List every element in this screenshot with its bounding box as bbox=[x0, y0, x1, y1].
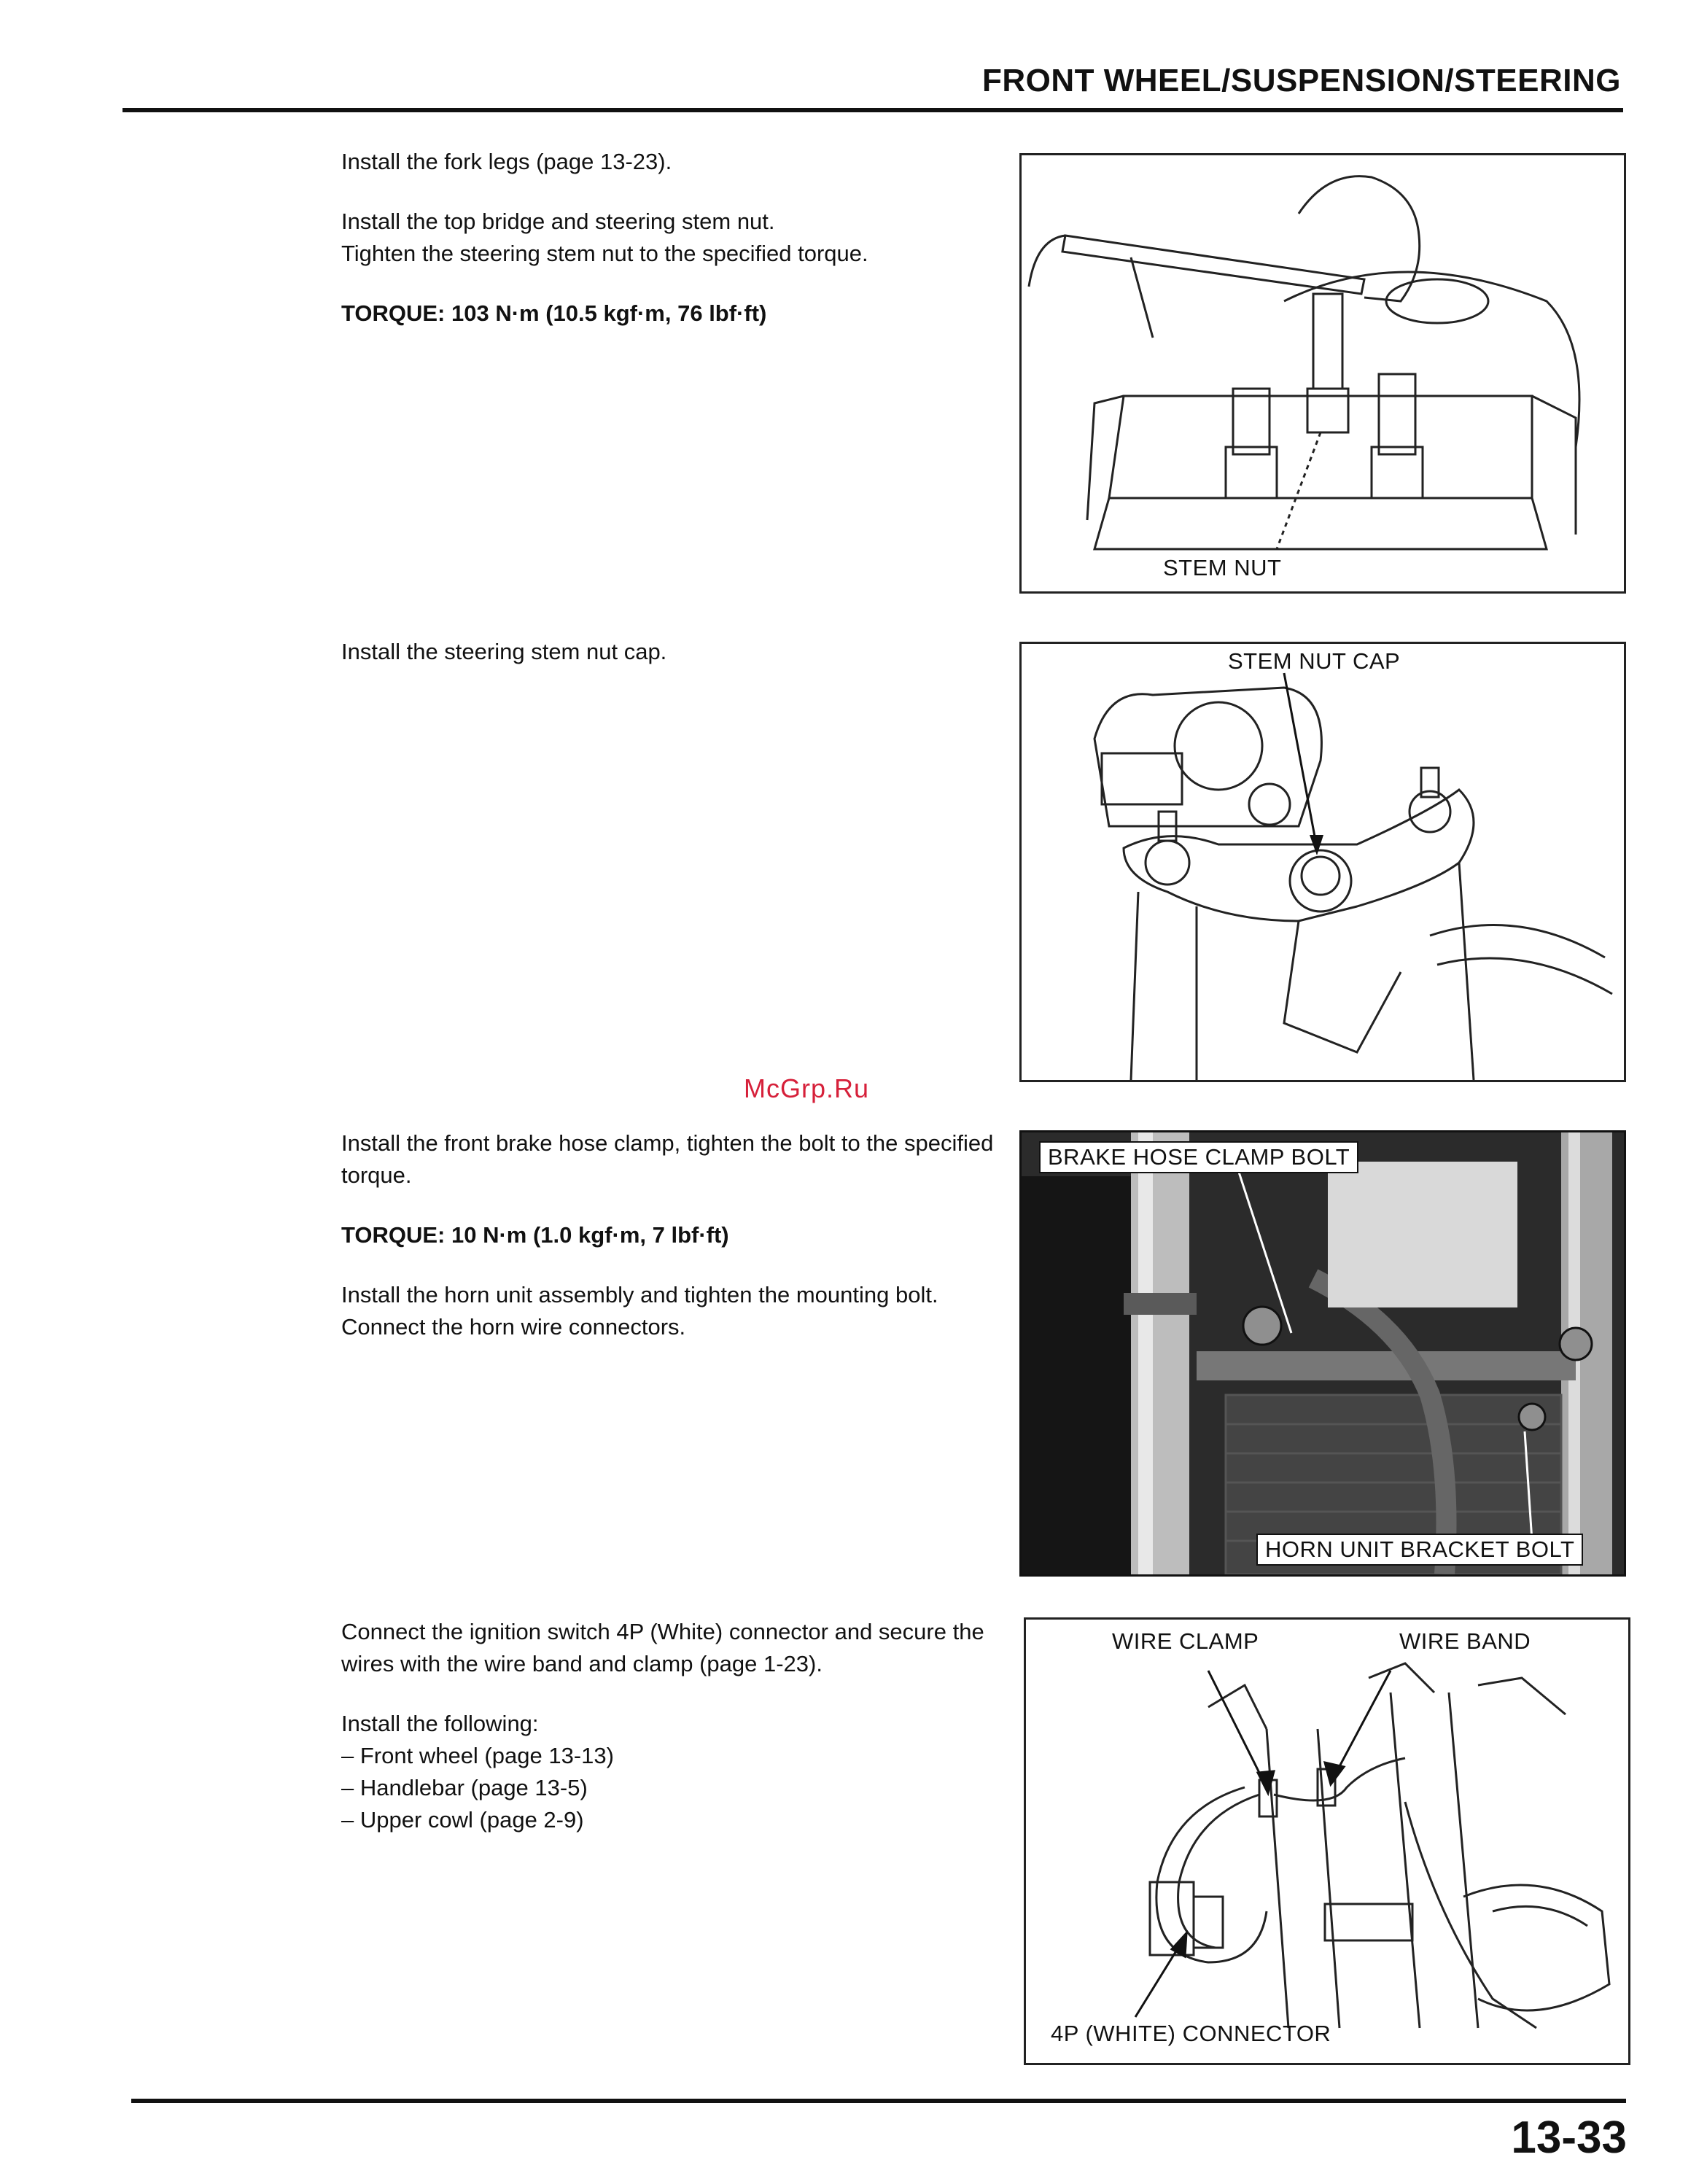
instruction-text: Install the fork legs (page 13-23). bbox=[341, 149, 672, 174]
list-item: – Upper cowl (page 2-9) bbox=[341, 1807, 584, 1833]
photo-callout-leaders bbox=[1022, 1132, 1624, 1574]
instruction-text: Connect the ignition switch 4P (White) connector and secure the wires with the wire band and clamp (page 1-23). bbox=[341, 1619, 984, 1676]
instruction-text: Install the front brake hose clamp, tighten the bolt to the specified torque. bbox=[341, 1130, 994, 1188]
section-1-text bbox=[341, 146, 998, 357]
footer-rule bbox=[131, 2099, 1626, 2103]
section-3-text bbox=[341, 1127, 998, 1371]
instruction-text: Install the top bridge and steering stem nut. bbox=[341, 209, 775, 234]
list-item: – Handlebar (page 13-5) bbox=[341, 1775, 588, 1800]
list-item: – Front wheel (page 13-13) bbox=[341, 1743, 614, 1768]
install-list bbox=[341, 1740, 1012, 1836]
figure-stem-nut-cap bbox=[1019, 642, 1626, 1082]
section-2-text bbox=[341, 636, 998, 696]
figure-stem-nut bbox=[1019, 153, 1626, 594]
header-rule bbox=[123, 108, 1623, 112]
page-number: 13-33 bbox=[1511, 2113, 1627, 2163]
stem-nut-cap-illustration bbox=[1022, 644, 1624, 1080]
callout-stem-nut: STEM NUT bbox=[1163, 555, 1282, 580]
callout-horn-unit-bracket-bolt: HORN UNIT BRACKET BOLT bbox=[1256, 1534, 1583, 1566]
callout-brake-hose-clamp-bolt: BRAKE HOSE CLAMP BOLT bbox=[1039, 1141, 1358, 1173]
instruction-text: Tighten the steering stem nut to the specified torque. bbox=[341, 241, 868, 266]
instruction-text: Install the horn unit assembly and tighten the mounting bolt. bbox=[341, 1282, 938, 1307]
callout-wire-clamp: WIRE CLAMP bbox=[1112, 1628, 1259, 1654]
instruction-text: Install the steering stem nut cap. bbox=[341, 639, 667, 664]
torque-spec: TORQUE: 103 N·m (10.5 kgf·m, 76 lbf·ft) bbox=[341, 300, 767, 326]
callout-stem-nut-cap: STEM NUT CAP bbox=[1228, 648, 1401, 674]
page-title: FRONT WHEEL/SUSPENSION/STEERING bbox=[981, 63, 1621, 98]
wire-harness-illustration bbox=[1026, 1620, 1628, 2063]
callout-4p-white-connector: 4P (WHITE) CONNECTOR bbox=[1051, 2021, 1331, 2046]
callout-wire-band: WIRE BAND bbox=[1399, 1628, 1531, 1654]
section-4-text bbox=[341, 1616, 1012, 1836]
figure-wire-clamp-band-connector bbox=[1024, 1617, 1630, 2065]
instruction-text: Connect the horn wire connectors. bbox=[341, 1314, 686, 1340]
list-intro: Install the following: bbox=[341, 1711, 539, 1736]
stem-nut-illustration bbox=[1022, 155, 1624, 591]
torque-spec: TORQUE: 10 N·m (1.0 kgf·m, 7 lbf·ft) bbox=[341, 1222, 729, 1248]
figure-brake-hose-horn-photo bbox=[1019, 1130, 1626, 1577]
watermark: McGrp.Ru bbox=[744, 1073, 870, 1103]
